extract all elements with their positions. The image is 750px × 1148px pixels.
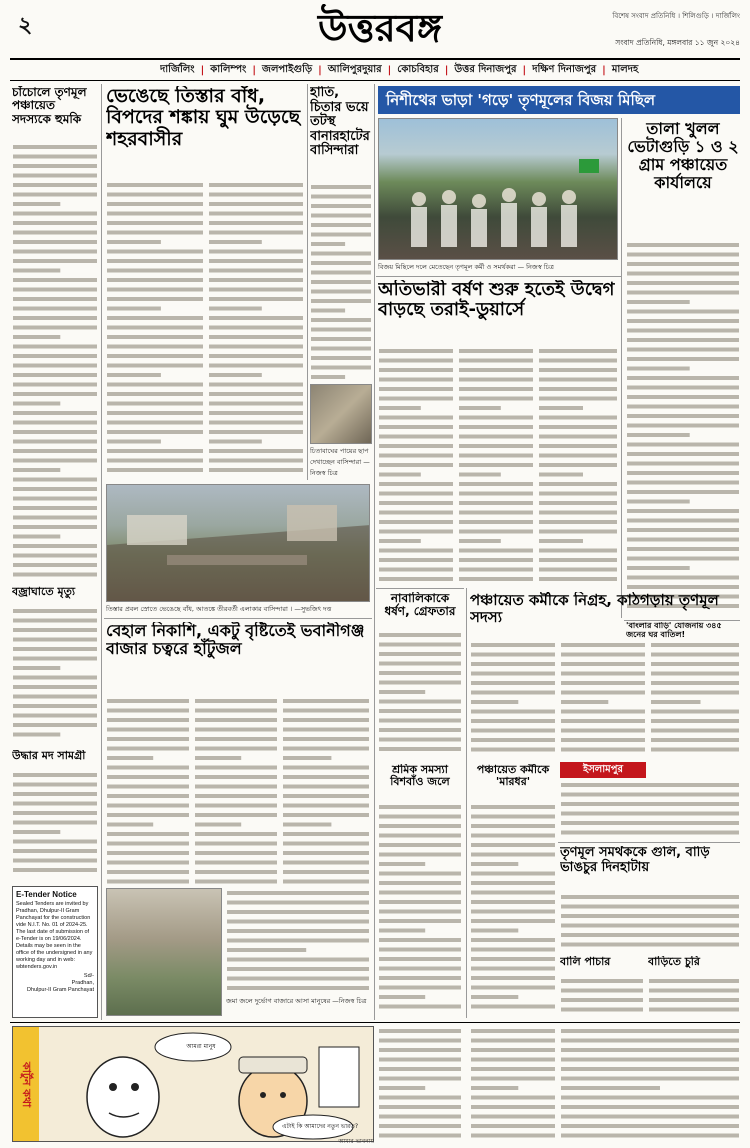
nav-rule	[10, 80, 740, 81]
side-headline: হাতি, চিতার ভয়ে তটস্থ বানারহাটের বাসিন্দারা	[310, 86, 370, 159]
lead-caption: তিস্তার প্রবল স্রোতে ভেঙেছে বাঁধ, আতঙ্কে তীরবর্তী এলাকার বাসিন্দারা । —সুভজিৎ দত্ত	[106, 605, 332, 613]
panchayat-body-2	[560, 640, 646, 760]
district-nav	[160, 62, 740, 78]
district-uttar-dinajpur[interactable]: উত্তর দিনাজপুর	[454, 63, 517, 75]
district-sep: |	[318, 64, 322, 76]
district-sep: |	[522, 64, 527, 76]
lead-photo	[106, 484, 370, 602]
page-number: ২	[18, 12, 33, 38]
drain-body-right	[282, 696, 370, 886]
date-line: সংবাদ প্রতিনিধি, মঙ্গলবার ১১ জুন ২০২৪	[615, 38, 740, 47]
islampur-tag	[560, 762, 646, 778]
cartoon-speech-right: এটাই কি আমাদের নতুন ভারত?	[281, 1123, 359, 1130]
shot-headline: তৃণমূল সমর্থককে গুলি, বাড়ি ভাঙচুর দিনহাটায়	[560, 846, 710, 875]
shot-body	[560, 892, 740, 952]
worker-headline: শ্রমিক সমস্যা বিশবাঁও জলে	[390, 764, 450, 789]
cartoon-speech-left: আমরা মানুষ	[186, 1043, 216, 1050]
lead-headline: ভেঙেছে তিস্তার বাঁধ, বিপদের শঙ্কায় ঘুম উড়েছে শহরবাসীর	[106, 86, 301, 150]
left-story2-body	[12, 606, 98, 746]
col-rule-4	[621, 118, 622, 618]
masthead-rule	[10, 58, 740, 60]
panchayat-body-1	[470, 640, 556, 760]
district-alipurduar[interactable]: আলিপুরদুয়ার	[327, 63, 382, 75]
beating-headline: পঞ্চায়েত কর্মীকে 'মারধর'	[476, 764, 550, 789]
embankment-icon	[107, 485, 370, 602]
district-darjeeling[interactable]: দার্জিলিং	[160, 63, 195, 75]
worker-body	[378, 802, 462, 1018]
bottom-body-3	[560, 1026, 740, 1142]
col-rule-5	[466, 588, 467, 1018]
bottom-body-2	[470, 1026, 556, 1142]
masthead: উত্তরবঙ্গ	[317, 6, 443, 50]
sand-headline: বালি পাচার	[560, 956, 611, 968]
district-sep: |	[602, 64, 606, 76]
rain-body-3	[538, 346, 618, 584]
bottom-body-1	[378, 1026, 462, 1142]
notice-body: Sealed Tenders are invited by Pradhan, Dhulpur-II Gram Panchayat for the construction vide N.I.T. No. 01 of 2024-25. The last date of submission of e-Tender is on 19/06/2024. Details may be seen in the office of the undersigned in any working day and in web: wbtenders.gov.in	[16, 901, 93, 970]
right-story-headline: তালা খুলল ভেটাগুড়ি ১ ও ২ গ্রাম পঞ্চায়েত কার্যালয়ে	[627, 120, 739, 192]
notice-sign: Sd/- Pradhan, Dhulpur-II Gram Panchayat	[27, 973, 94, 993]
drain-body-left	[106, 696, 190, 886]
rally-caption: বিজয় মিছিলে দলে মেতেছেন তৃণমূল কর্মী ও সমর্থকরা — নিজস্ব চিত্র	[378, 263, 554, 271]
district-malda[interactable]: মালদহ	[611, 63, 639, 75]
district-sep: |	[387, 64, 392, 76]
rain-body-1	[378, 346, 454, 584]
panchayat-body-3	[650, 640, 740, 760]
banner	[378, 86, 740, 114]
district-kalimpong[interactable]: কালিম্পং	[210, 63, 247, 75]
cartoon-panel	[12, 1026, 374, 1142]
housing-rule	[624, 620, 740, 621]
shot-rule	[558, 842, 740, 843]
theft-body	[648, 976, 740, 1018]
district-dakshin-dinajpur[interactable]: দক্ষিণ দিনাজপুর	[532, 63, 597, 75]
panchayat-headline: পঞ্চায়েত কর্মীকে নিগ্রহ, কাঠগড়ায় তৃণমূল সদস্য	[470, 592, 719, 626]
beating-body	[470, 802, 556, 1018]
side-body	[310, 182, 372, 382]
right-story-body	[626, 240, 740, 616]
lead-body-left	[106, 180, 204, 480]
islampur-label: ইসলামপুর	[583, 764, 623, 775]
notice-title: E-Tender Notice	[16, 890, 77, 899]
top-right-meta: বিশেষ সংবাদ প্রতিনিধি । শিলিগুড়ি । দার্জিলিং	[612, 12, 740, 20]
lead-body-mid	[208, 180, 304, 480]
housing-headline: 'বাংলার বাড়ি' যোজনায় ৩৪৫ জনের ঘর বাতিল!	[626, 622, 722, 638]
sand-body	[560, 976, 644, 1018]
district-jalpaiguri[interactable]: জলপাইগুড়ি	[262, 63, 313, 75]
left-story1-headline: চাঁচোলে তৃণমূল পঞ্চায়েত সদস্যকে হুমকি	[12, 86, 87, 126]
drain-headline: বেহাল নিকাশি, একটু বৃষ্টিতেই ভবানীগঞ্জ বাজার চত্বরে হাঁটুজল	[106, 622, 365, 658]
drain-body-mid	[194, 696, 278, 886]
rain-rule	[376, 276, 621, 277]
left-story2-headline: বজ্রাঘাতে মৃত্যু	[12, 586, 76, 598]
district-sep: |	[252, 64, 256, 76]
drain-body-bottom	[226, 888, 370, 994]
minor-headline: নাবালিকাকে ধর্ষণ, গ্রেফতার	[384, 592, 456, 619]
district-sep: |	[200, 64, 205, 76]
left-story3-headline: উদ্ধার মদ সামগ্রী	[12, 750, 86, 762]
col-rule-2	[307, 84, 308, 480]
e-tender-notice	[12, 886, 98, 1018]
district-sep: |	[444, 64, 449, 76]
drain-photo	[106, 888, 222, 1016]
minor-body	[378, 630, 462, 760]
islampur-body	[560, 780, 740, 840]
drain-rule	[104, 618, 372, 619]
drain-caption: জমা জলে দুর্ভোগ বাজারে আসা মানুষের —নিজস্ব চিত্র	[226, 997, 367, 1005]
left-story3-body	[12, 770, 98, 882]
left-story1-body	[12, 142, 98, 582]
rain-body-2	[458, 346, 534, 584]
side-photo	[310, 384, 372, 444]
rally-photo	[378, 118, 618, 260]
banner-headline: নিশীথের ভাড়া 'গড়ে' তৃণমূলের বিজয় মিছিল	[386, 91, 656, 109]
side-caption: চিতাবাঘের পায়ের ছাপ দেখাচ্ছেন বাসিন্দারা —নিজস্ব চিত্র	[310, 447, 370, 477]
crowd-icon	[379, 119, 618, 260]
theft-headline: বাড়িতে চুরি	[648, 956, 700, 968]
col-rule-1	[101, 84, 102, 1020]
district-coochbehar[interactable]: কোচবিহার	[397, 63, 439, 75]
cartoon-rule	[10, 1022, 740, 1023]
col-rule-3	[374, 84, 375, 1020]
rain-headline: অতিভারী বর্ষণ শুরু হতেই উদ্বেগ বাড়ছে তরাই-ডুয়ার্সে	[378, 280, 615, 321]
cartoon-credit: আমার ভাবনায়	[338, 1138, 374, 1145]
cartoon-side-label: কার্টুন কথা	[13, 1027, 39, 1142]
minor-rule	[376, 588, 464, 589]
